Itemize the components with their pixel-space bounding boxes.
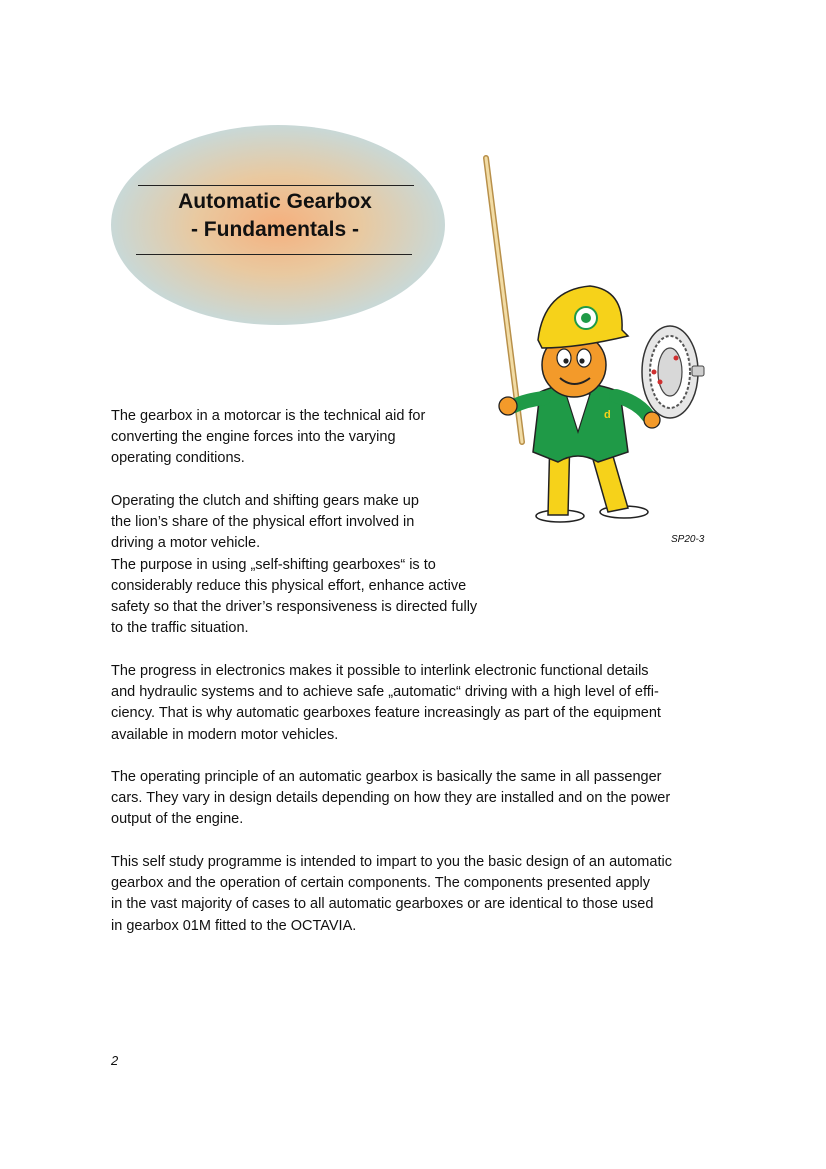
paragraph-electronics [111, 661, 661, 746]
text-line: output of the engine. [111, 811, 244, 828]
text-line: the lion’s share of the physical effort involved in [111, 514, 415, 531]
text-line: The gearbox in a motorcar is the technical aid for [111, 408, 426, 424]
page-title [136, 188, 414, 244]
text-line: converting the engine forces into the varying [111, 429, 396, 446]
text-line: in the vast majority of cases to all automatic gearboxes or are identical to those used [111, 896, 654, 913]
title-rule-bottom [136, 254, 412, 255]
paragraph-intro [111, 406, 425, 470]
title-line-1: Automatic Gearbox [178, 190, 372, 213]
text-line: The operating principle of an automatic gearbox is basically the same in all passenger [111, 769, 662, 785]
text-line: ciency. That is why automatic gearboxes feature increasingly as part of the equipment [111, 705, 661, 722]
text-line: to the traffic situation. [111, 620, 249, 637]
text-line: driving a motor vehicle. [111, 535, 261, 552]
svg-text:d: d [604, 409, 611, 421]
text-line: considerably reduce this physical effort, enhance active [111, 577, 467, 594]
page-number: 2 [111, 1053, 119, 1068]
figure-caption: SP20-3 [671, 534, 705, 545]
title-line-2: - Fundamentals - [190, 218, 359, 241]
text-line: Operating the clutch and shifting gears make up [111, 493, 419, 509]
text-line: The purpose in using „self-shifting gearboxes“ is to [111, 556, 436, 573]
title-rule-top [138, 185, 414, 186]
text-line: in gearbox 01M fitted to the OCTAVIA. [111, 917, 357, 934]
text-line: cars. They vary in design details depending on how they are installed and on the power [111, 790, 671, 807]
text-line: The progress in electronics makes it possible to interlink electronic functional details [111, 663, 649, 679]
text-line: This self study programme is intended to impart to you the basic design of an automatic [111, 854, 672, 870]
text-line: and hydraulic systems and to achieve safe „automatic“ driving with a high level of effi- [111, 684, 659, 701]
paragraph-principle [111, 767, 670, 831]
text-line: operating conditions. [111, 450, 245, 467]
text-line: available in modern motor vehicles. [111, 726, 339, 743]
paragraph-programme [111, 852, 672, 937]
paragraph-effort [111, 491, 477, 639]
text-line: safety so that the driver’s responsiveness is directed fully [111, 599, 478, 616]
text-line: gearbox and the operation of certain components. The components presented apply [111, 875, 651, 892]
mascot-with-pointer-and-gear-icon [478, 150, 713, 530]
